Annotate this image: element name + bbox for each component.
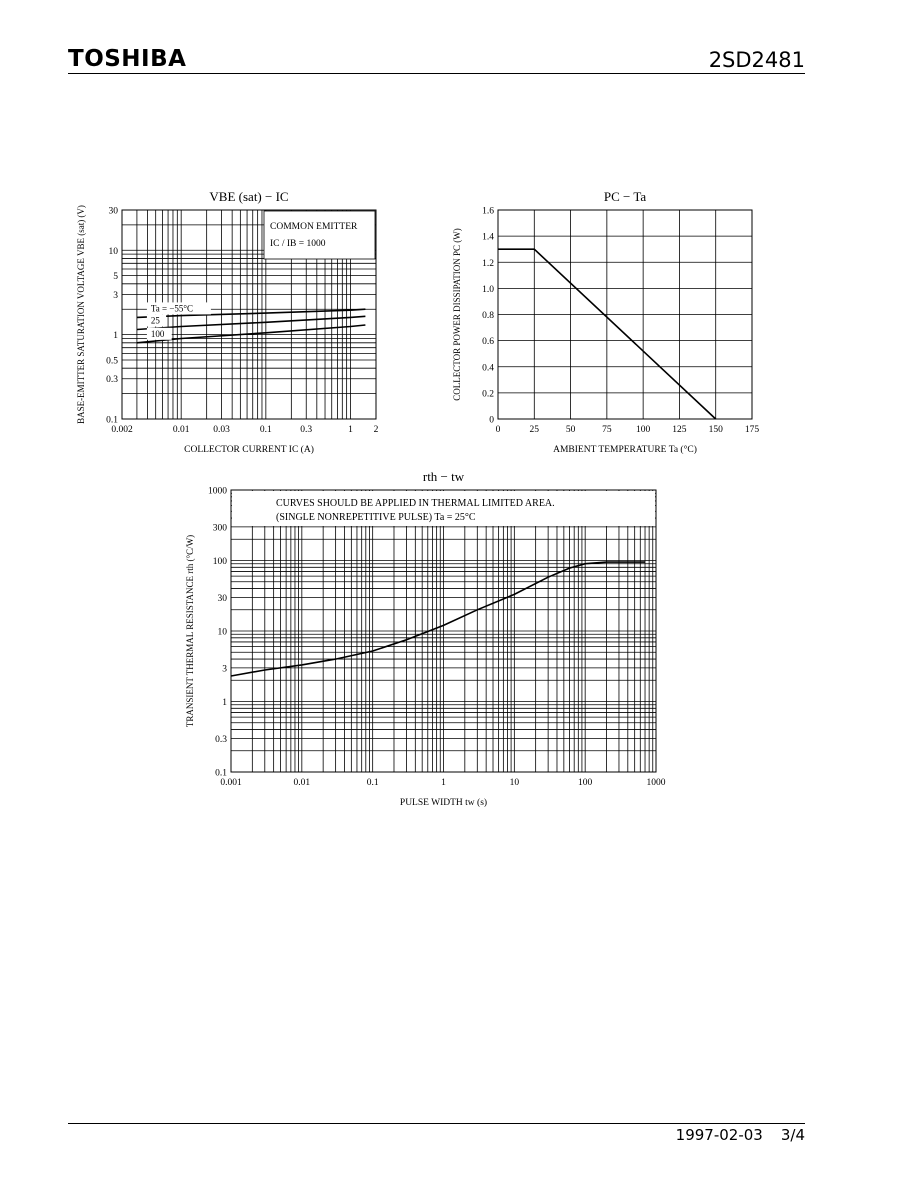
chart3-x-tick-label: 0.001 bbox=[220, 778, 242, 788]
chart1-series-label: 100 bbox=[150, 328, 165, 339]
chart1-x-tick-label: 0.3 bbox=[300, 425, 313, 435]
chart3-y-tick-label: 1 bbox=[222, 698, 227, 708]
chart2-y-tick-label: 1.2 bbox=[482, 258, 494, 269]
chart1-y-tick-label: 1 bbox=[113, 331, 118, 342]
chart3-y-tick-label: 0.1 bbox=[215, 768, 227, 779]
chart3-x-tick-label: 0.01 bbox=[293, 778, 311, 788]
chart3-y-tick-label: 30 bbox=[217, 593, 227, 604]
chart2-x-tick-label: 25 bbox=[529, 425, 540, 435]
chart1-y-tick-label: 0.3 bbox=[106, 375, 118, 386]
chart2-y-tick-label: 1.6 bbox=[482, 206, 494, 217]
chart3-x-tick-label: 100 bbox=[578, 778, 593, 788]
chart2-x-tick-label: 50 bbox=[565, 425, 576, 435]
chart1-annotation-text: IC / IB = 1000 bbox=[270, 239, 326, 249]
chart3-y-tick-label: 10 bbox=[217, 627, 227, 638]
chart1-x-tick-label: 0.03 bbox=[213, 425, 230, 435]
chart2-y-axis-label: COLLECTOR POWER DISSIPATION PC (W) bbox=[452, 228, 462, 401]
footer-date: 1997-02-03 bbox=[675, 1126, 763, 1144]
chart2-x-tick-label: 125 bbox=[672, 425, 687, 435]
chart3-x-tick-label: 10 bbox=[509, 778, 520, 788]
chart3-y-axis-label: TRANSIENT THERMAL RESISTANCE rth (°C/W) bbox=[185, 534, 195, 728]
chart2-x-tick-label: 100 bbox=[636, 425, 651, 435]
chart1-annotation-text: COMMON EMITTER bbox=[270, 222, 358, 232]
chart3-x-tick-label: 1000 bbox=[646, 778, 666, 788]
chart2-y-tick-label: 0.6 bbox=[482, 337, 494, 348]
chart1-x-tick-label: 0.01 bbox=[172, 425, 190, 435]
chart3-annotation-text: (SINGLE NONREPETITIVE PULSE) Ta = 25°C bbox=[276, 512, 476, 523]
chart1-x-axis-label: COLLECTOR CURRENT IC (A) bbox=[184, 445, 314, 455]
chart1-y-tick-label: 3 bbox=[113, 290, 118, 301]
chart1-y-tick-label: 10 bbox=[108, 246, 118, 257]
chart2-y-tick-label: 1.4 bbox=[482, 232, 494, 243]
chart1-x-tick-label: 0.002 bbox=[111, 425, 133, 435]
chart1-y-axis-label: BASE-EMITTER SATURATION VOLTAGE VBE (sat) (V) bbox=[76, 205, 86, 424]
part-number: 2SD2481 bbox=[708, 48, 805, 72]
chart1-y-tick-label: 30 bbox=[108, 206, 118, 217]
chart2-y-tick-label: 1.0 bbox=[482, 284, 494, 295]
chart2-x-tick-label: 75 bbox=[602, 425, 612, 435]
chart2-x-tick-label: 175 bbox=[744, 425, 760, 435]
chart2-y-tick-label: 0 bbox=[489, 415, 494, 426]
chart3-annotation-text: CURVES SHOULD BE APPLIED IN THERMAL LIMITED AREA. bbox=[276, 498, 555, 509]
chart1-y-tick-label: 0.5 bbox=[106, 356, 118, 367]
chart2-y-tick-label: 0.2 bbox=[482, 389, 494, 400]
chart3-y-tick-label: 300 bbox=[212, 523, 227, 534]
chart1-y-tick-label: 5 bbox=[113, 272, 118, 283]
chart2-y-tick-label: 0.8 bbox=[482, 311, 494, 321]
chart2-y-tick-label: 0.4 bbox=[482, 363, 494, 374]
chart1-x-tick-label: 2 bbox=[373, 425, 379, 435]
chart3-y-tick-label: 3 bbox=[222, 664, 227, 675]
chart1-series-label: 25 bbox=[150, 315, 160, 326]
chart1-title: VBE (sat) − IC bbox=[209, 189, 289, 204]
footer-page: 3/4 bbox=[780, 1126, 805, 1144]
chart1-x-tick-label: 0.1 bbox=[259, 425, 272, 435]
chart2-x-tick-label: 150 bbox=[708, 425, 723, 435]
brand-logo: TOSHIBA bbox=[68, 46, 187, 72]
chart3-x-axis-label: PULSE WIDTH tw (s) bbox=[399, 798, 488, 808]
chart3-y-tick-label: 0.3 bbox=[215, 734, 227, 745]
chart1-series-label: Ta = −55°C bbox=[150, 303, 194, 314]
chart1-x-tick-label: 1 bbox=[348, 425, 353, 435]
chart2-x-axis-label: AMBIENT TEMPERATURE Ta (°C) bbox=[553, 445, 697, 455]
chart1-y-tick-label: 0.1 bbox=[106, 415, 118, 426]
chart2-x-tick-label: 0 bbox=[495, 425, 501, 435]
chart3-y-tick-label: 1000 bbox=[208, 486, 227, 497]
chart2-title: PC − Ta bbox=[603, 189, 647, 204]
chart3-y-tick-label: 100 bbox=[212, 557, 227, 567]
chart3-title: rth − tw bbox=[422, 469, 465, 484]
chart1-annotation-box bbox=[264, 211, 375, 259]
chart3-x-tick-label: 1 bbox=[441, 778, 446, 788]
chart3-x-tick-label: 0.1 bbox=[366, 778, 379, 788]
